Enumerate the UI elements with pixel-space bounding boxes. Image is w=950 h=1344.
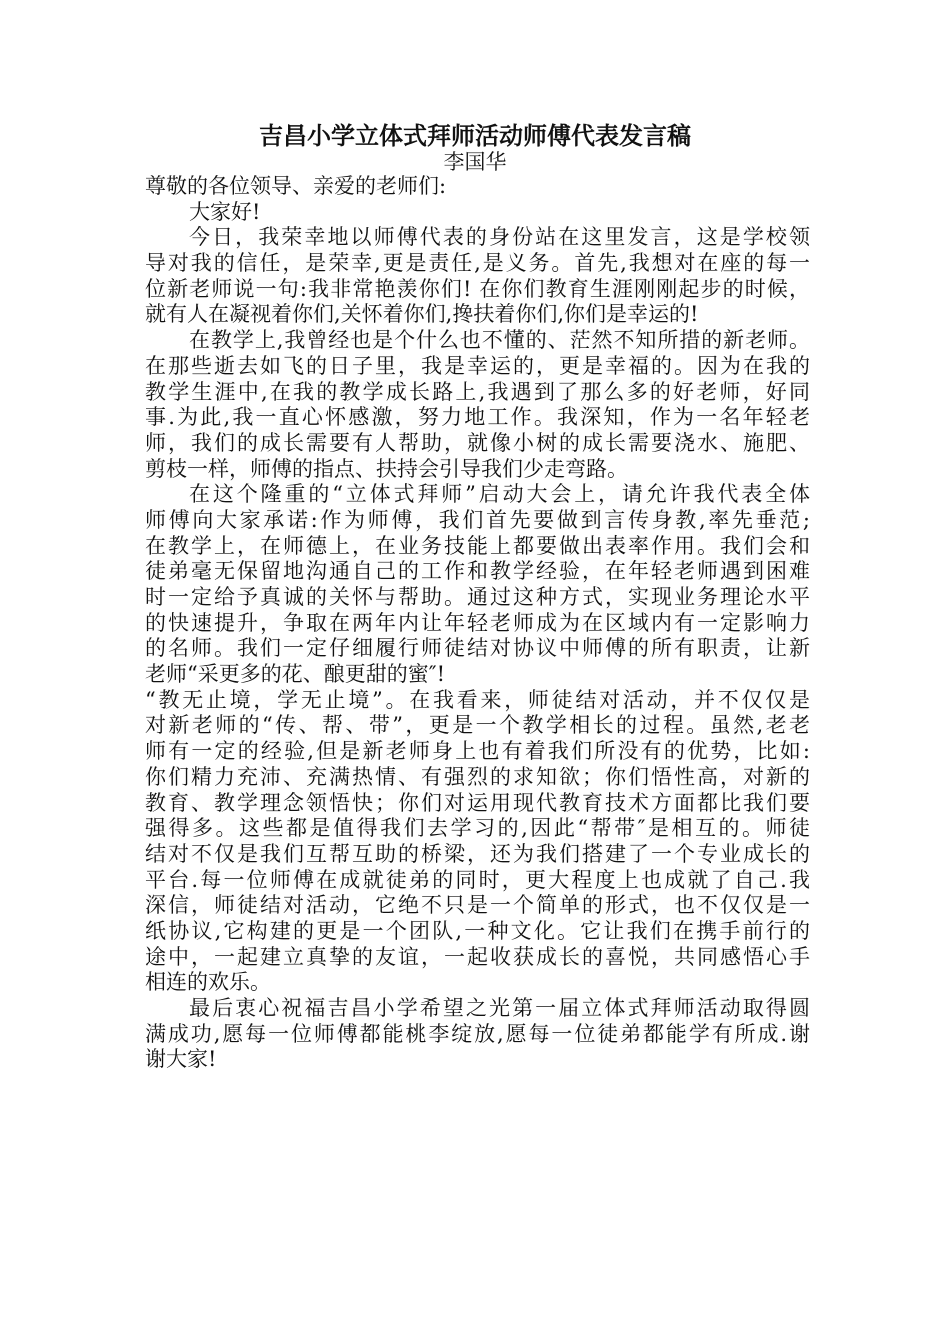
- text-line: 在教学上，在师德上，在业务技能上都要做出表率作用。我们会和: [145, 533, 810, 558]
- text-line: 谢大家!: [145, 1047, 217, 1072]
- text-line: 导对我的信任，是荣幸,更是责任,是义务。首先,我想对在座的每一: [145, 251, 810, 276]
- text-line: 大家好!: [189, 199, 261, 224]
- text-line: 位新老师说一句:我非常艳羡你们! 在你们教育生涯刚刚起步的时候，: [145, 276, 810, 301]
- text-line: 结对不仅是我们互帮互助的桥梁，还为我们搭建了一个专业成长的: [145, 841, 810, 866]
- text-line: 事.为此,我一直心怀感激，努力地工作。我深知，作为一名年轻老: [145, 405, 810, 430]
- text-line: 满成功,愿每一位师傅都能桃李绽放,愿每一位徒弟都能学有所成.谢: [145, 1021, 810, 1046]
- author-name: 李国华: [443, 150, 507, 174]
- document-title: 吉昌小学立体式拜师活动师傅代表发言稿: [259, 122, 691, 150]
- text-line: 你们精力充沛、充满热情、有强烈的求知欲；你们悟性高，对新的: [145, 764, 810, 789]
- text-line: 时一定给予真诚的关怀与帮助。通过这种方式，实现业务理论水平: [145, 585, 810, 609]
- text-line: 在那些逝去如飞的日子里，我是幸运的，更是幸福的。因为在我的: [145, 353, 810, 378]
- text-line: 对新老师的“传、帮、带”，更是一个教学相长的过程。虽然,老老: [145, 713, 810, 738]
- text-line: 纸协议,它构建的更是一个团队,一种文化。它让我们在携手前行的: [145, 918, 810, 943]
- text-line: 老师“采更多的花、酿更甜的蜜″!: [145, 662, 446, 687]
- text-line: 途中，一起建立真挚的友谊，一起收获成长的喜悦，共同感悟心手: [145, 944, 810, 969]
- text-line: 师，我们的成长需要有人帮助，就像小树的成长需要浇水、施肥、: [145, 430, 810, 455]
- text-line: 的快速提升，争取在两年内让年轻老师成为在区域内有一定影响力: [145, 610, 810, 635]
- text-line: 师傅向大家承诺:作为师傅，我们首先要做到言传身教,率先垂范;: [145, 507, 810, 532]
- text-line: 就有人在凝视着你们,关怀着你们,搀扶着你们,你们是幸运的!: [145, 302, 699, 327]
- text-line: 相连的欢乐。: [145, 970, 271, 995]
- text-line: 师有一定的经验,但是新老师身上也有着我们所没有的优势，比如:: [145, 739, 810, 764]
- text-line: 深信，师徒结对活动，它绝不只是一个简单的形式，也不仅仅是一: [145, 893, 810, 918]
- text-line: “教无止境，学无止境”。在我看来，师徒结对活动，并不仅仅是: [145, 687, 810, 712]
- text-line: 教育、教学理念领悟快；你们对运用现代教育技术方面都比我们要: [145, 790, 810, 815]
- text-line: 剪枝一样，师傅的指点、扶持会引导我们少走弯路。: [145, 456, 628, 481]
- text-line: 强得多。这些都是值得我们去学习的,因此“帮带″是相互的。师徒: [145, 816, 810, 841]
- text-line: 今日，我荣幸地以师傅代表的身份站在这里发言，这是学校领: [189, 225, 810, 250]
- text-line: 尊敬的各位领导、亲爱的老师们:: [145, 174, 447, 198]
- text-line: 教学生涯中,在我的教学成长路上,我遇到了那么多的好老师，好同: [145, 379, 810, 404]
- speech-body: [145, 174, 810, 1073]
- text-line: 最后衷心祝福吉昌小学希望之光第一届立体式拜师活动取得圆: [189, 996, 810, 1020]
- text-line: 在这个隆重的“立体式拜师”启动大会上，请允许我代表全体: [189, 482, 810, 507]
- text-line: 的名师。我们一定仔细履行师徒结对协议中师傅的所有职责，让新: [145, 636, 810, 661]
- text-line: 在教学上,我曾经也是个什么也不懂的、茫然不知所措的新老师。: [189, 328, 810, 353]
- text-line: 平台.每一位师傅在成就徒弟的同时，更大程度上也成就了自己.我: [145, 867, 810, 892]
- text-line: 徒弟毫无保留地沟通自己的工作和教学经验，在年轻老师遇到困难: [145, 559, 810, 584]
